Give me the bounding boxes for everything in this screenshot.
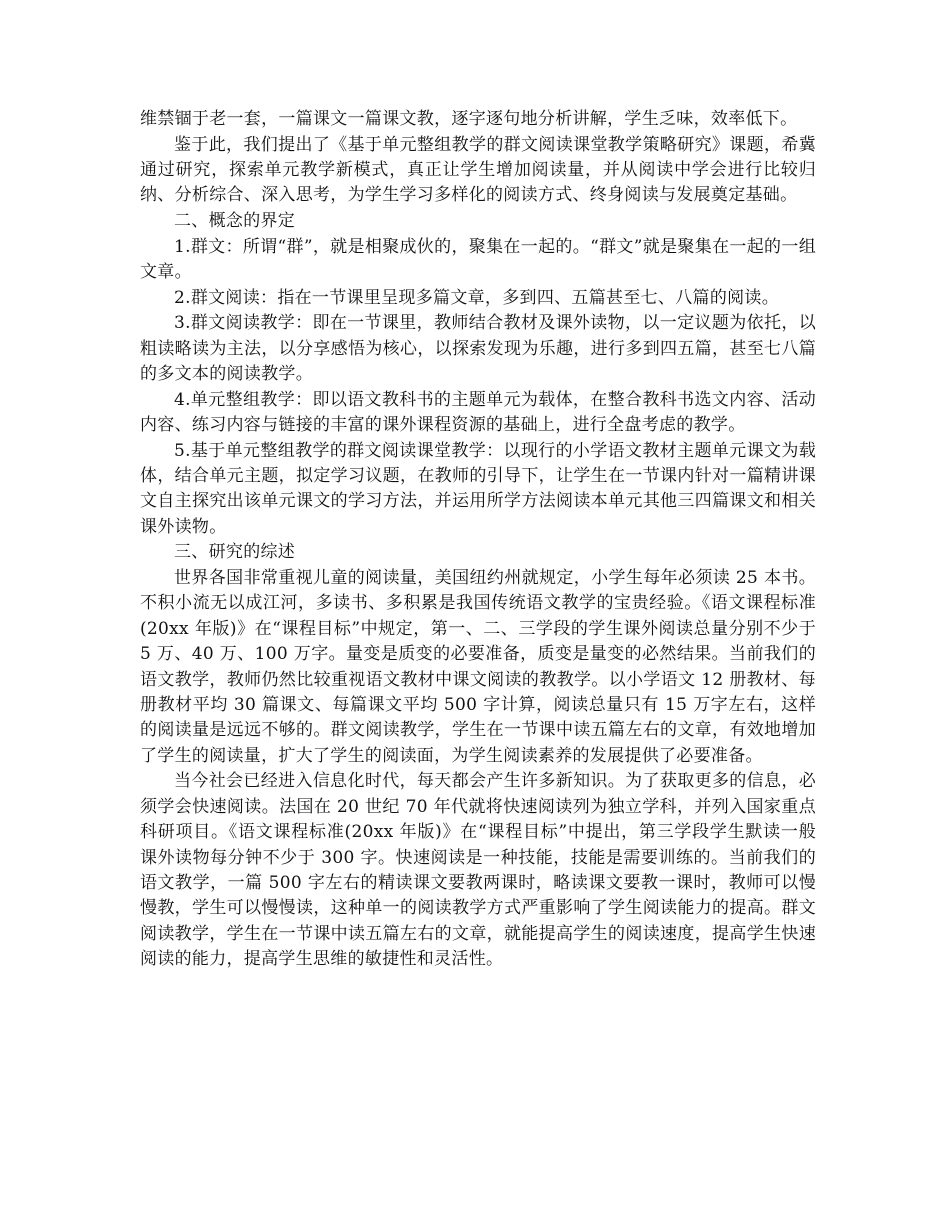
section-heading-review: 三、研究的综述 <box>174 542 296 563</box>
document-body <box>140 107 816 973</box>
paragraph-definition-4: 4.单元整组教学：即以语文教科书的主题单元为载体，在整合教科书选文内容、活动内容、练习内容与链接的丰富的课外课程资源的基础上，进行全盘考虑的教学。 <box>140 389 816 435</box>
paragraph-definition-5: 5.基于单元整组教学的群文阅读课堂教学：以现行的小学语文教材主题单元课文为载体，结合单元主题，拟定学习议题，在教师的引导下，让学生在一节课内针对一篇精讲课文自主探究出该单元课文的学习方法，并运用所学方法阅读本单元其他三四篇课文和相关课外读物。 <box>140 440 816 537</box>
paragraph-intro-continued: 维禁锢于老一套，一篇课文一篇课文教，逐字逐句地分析讲解，学生乏味，效率低下。 <box>140 109 798 129</box>
paragraph-definition-3: 3.群文阅读教学：即在一节课里，教师结合教材及课外读物，以一定议题为依托，以粗读略读为主法，以分享感悟为核心，以探索发现为乐趣，进行多到四五篇，甚至七八篇的多文本的阅读教学。 <box>140 313 816 384</box>
paragraph-research-purpose: 鉴于此，我们提出了《基于单元整组教学的群文阅读课堂教学策略研究》课题，希冀通过研究，探索单元教学新模式，真正让学生增加阅读量，并从阅读中学会进行比较归纳、分析综合、深入思考，为学生学习多样化的阅读方式、终身阅读与发展奠定基础。 <box>140 134 816 206</box>
section-heading-concepts: 二、概念的界定 <box>174 211 296 231</box>
paragraph-review-reading-volume: 世界各国非常重视儿童的阅读量，美国纽约州就规定，小学生每年必须读 25 本书。不积小流无以成江河，多读书、多积累是我国传统语文教学的宝贵经验。《语文课程标准(20xx 年版)》在“课程目标”中规定，第一、二、三学段的学生课外阅读总量分别不少于 5 万、40 万、100 万字。量变是质变的必要准备，质变是量变的必然结果。当前我们的语文教学，教师仍然比较重视语文教材中课文阅读的教教学。以小学语文 12 册教材、每册教材平均 30 篇课文、每篇课文平均 500 字计算，阅读总量只有 15 万字左右，这样的阅读量是远远不够的。群文阅读教学，学生在一节课中读五篇左右的文章，有效地增加了学生的阅读量，扩大了学生的阅读面，为学生阅读素养的发展提供了必要准备。 <box>140 568 816 766</box>
paragraph-definition-2: 2.群文阅读：指在一节课里呈现多篇文章，多到四、五篇甚至七、八篇的阅读。 <box>174 287 780 308</box>
paragraph-definition-1: 1.群文：所谓“群”，就是相聚成伙的，聚集在一起的。“群文”就是聚集在一起的一组文章。 <box>140 236 816 282</box>
paragraph-review-reading-speed: 当今社会已经进入信息化时代，每天都会产生许多新知识。为了获取更多的信息，必须学会快速阅读。法国在 20 世纪 70 年代就将快速阅读列为独立学科，并列入国家重点科研项目。《语文课程标准(20xx 年版)》在“课程目标”中提出，第三学段学生默读一般课外读物每分钟不少于 300 字。快速阅读是一种技能，技能是需要训练的。当前我们的语文教学，一篇 500 字左右的精读课文要教两课时，略读课文要教一课时，教师可以慢慢教，学生可以慢慢读，这种单一的阅读教学方式严重影响了学生阅读能力的提高。群文阅读教学，学生在一节课中读五篇左右的文章，就能提高学生的阅读速度，提高学生快速阅读的能力，提高学生思维的敏捷性和灵活性。 <box>140 771 816 970</box>
